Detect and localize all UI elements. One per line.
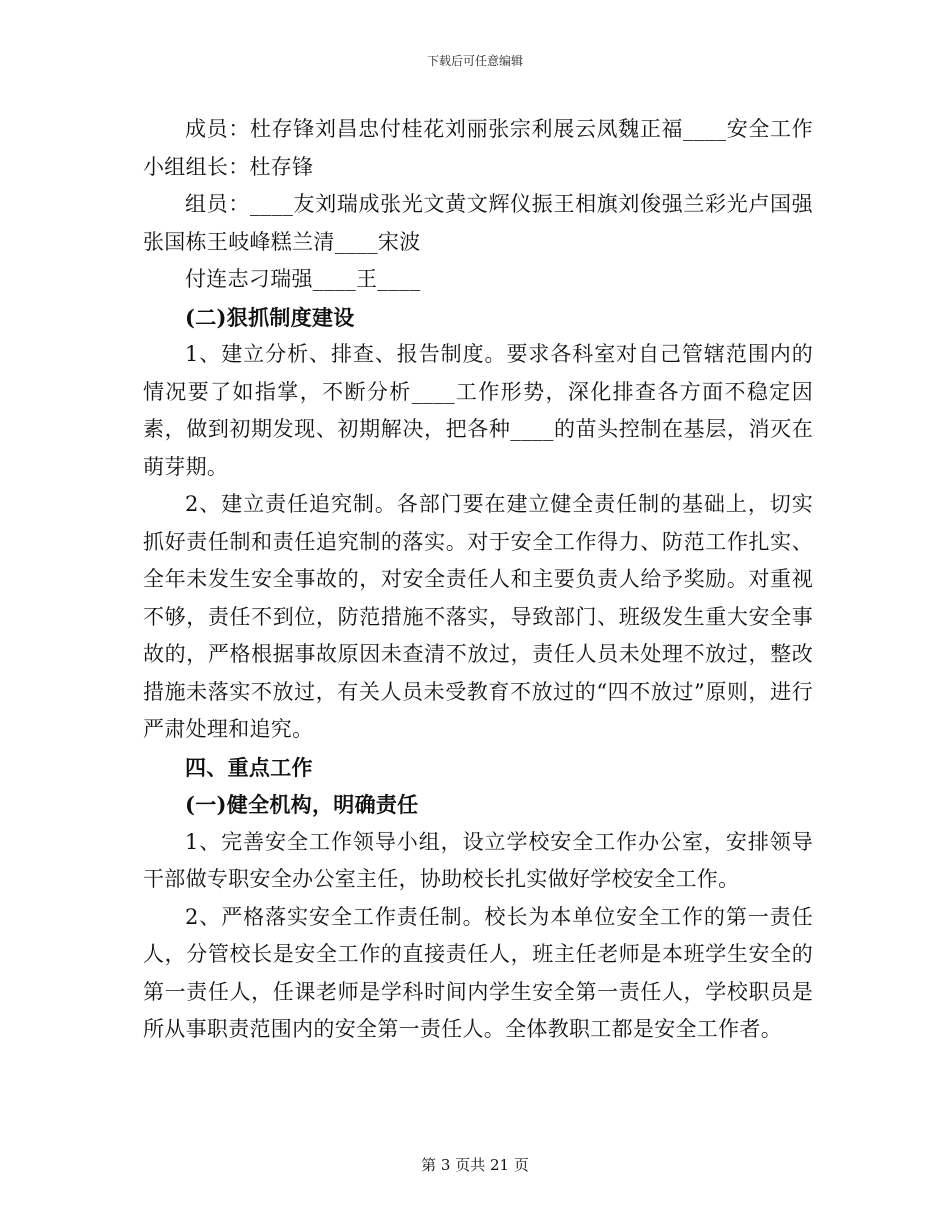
section-heading-organization: (一)健全机构，明确责任 (185, 792, 419, 817)
paragraph-accountability: 2、建立责任追究制。各部门要在建立健全责任制的基础上，切实抓好责任制和责任追究制的落实。对于安全工作得力、防范工作扎实、全年未发生安全事故的，对安全责任人和主要负责人给予奖励。对重视不够，责任不到位，防范措施不落实，导致部门、班级发生重大安全事故的，严格根据事故原因未查清不放过，责任人员未处理不放过，整改措施未落实不放过，有关人员未受教育不放过的“四不放过”原则，进行严肃处理和追究。 (143, 492, 813, 741)
paragraph-analysis-reporting: 1、建立分析、排查、报告制度。要求各科室对自己管辖范围内的情况要了如指掌，不断分析____工作形势，深化排查各方面不稳定因素，做到初期发现、初期解决，把各种____的苗头控制在基层，消灭在萌芽期。 (143, 342, 813, 479)
paragraph-leadership-group: 1、完善安全工作领导小组，设立学校安全工作办公室，安排领导干部做专职安全办公室主任，协助校长扎实做好学校安全工作。 (143, 829, 813, 891)
page-number: 第 3 页共 21 页 (421, 1156, 529, 1174)
paragraph-responsibility-system: 2、严格落实安全工作责任制。校长为本单位安全工作的第一责任人，分管校长是安全工作的直接责任人，班主任老师是本班学生安全的第一责任人，任课老师是学科时间内学生安全第一责任人，学校职员是所从事职责范围内的安全第一责任人。全体教职工都是安全工作者。 (143, 904, 813, 1041)
members-paragraph: 成员：杜存锋刘昌忠付桂花刘丽张宗利展云凤魏正福____安全工作小组组长：杜存锋 (143, 117, 813, 179)
group-members-continued: 付连志刁瑞强____王____ (185, 267, 421, 291)
document-body (143, 111, 813, 1049)
section-heading-system-building: (二)狠抓制度建设 (185, 304, 355, 330)
page-header-note: 下载后可任意编辑 (426, 54, 523, 68)
group-members-paragraph: 组员：____友刘瑞成张光文黄文辉仪振王相旗刘俊强兰彩光卢国强张国栋王岐峰糕兰清____宋波 (143, 192, 813, 254)
section-heading-key-work: 四、重点工作 (185, 754, 313, 780)
